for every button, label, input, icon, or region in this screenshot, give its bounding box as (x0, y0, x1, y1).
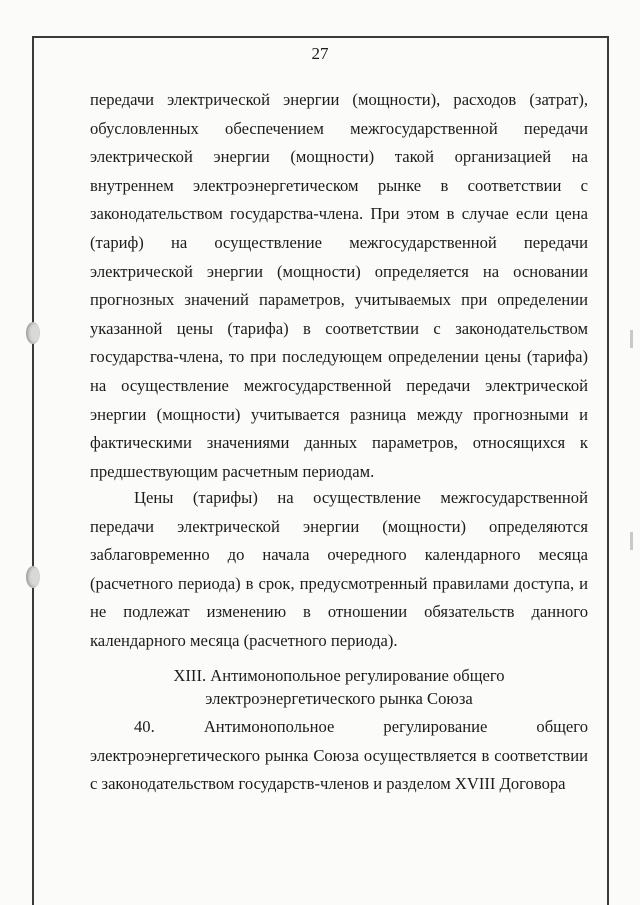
scan-edge-mark (630, 330, 633, 348)
section-heading (90, 664, 588, 710)
binding-hole (26, 322, 40, 344)
section-paragraph: 40. Антимонопольное регулирование общего электроэнергетического рынка Союза осуществляется в соответствии с законодательством государств-членов и разделом XVIII Договора (90, 717, 588, 794)
section-heading-line: XIII. Антимонопольное регулирование общего (173, 666, 505, 685)
page-number: 27 (311, 44, 329, 63)
body-paragraph: Цены (тарифы) на осуществление межгосударственной передачи электрической энергии (мощности) определяются заблаговременно до начала очередного календарного месяца (расчетного периода) в срок, предусмотренный правилами доступа, и не подлежат изменению в отношении обязательств данного календарного месяца (расчетного периода). (90, 488, 588, 650)
section-heading-line: электроэнергетического рынка Союза (205, 689, 473, 708)
page-border-top (32, 36, 609, 38)
page-border-left (32, 36, 34, 905)
body-paragraph: передачи электрической энергии (мощности), расходов (затрат), обусловленных обеспечением межгосударственной передачи электрической энергии (мощности) такой организацией на внутреннем электроэнергетическом рынке в соответствии с законодательством государства-члена. При этом в случае если цена (тариф) на осуществление межгосударственной передачи электрической энергии (мощности) определяется на основании прогнозных значений параметров, учитываемых при определении указанной цены (тарифа) в соответствии с законодательством государства-члена, то при последующем определении цены (тарифа) на осуществление межгосударственной передачи электрической энергии (мощности) учитывается разница между прогнозными и фактическими значениями данных параметров, относящихся к предшествующим расчетным периодам. (90, 90, 588, 481)
scan-edge-mark (630, 532, 633, 550)
binding-hole (26, 566, 40, 588)
page-border-right (607, 36, 609, 905)
